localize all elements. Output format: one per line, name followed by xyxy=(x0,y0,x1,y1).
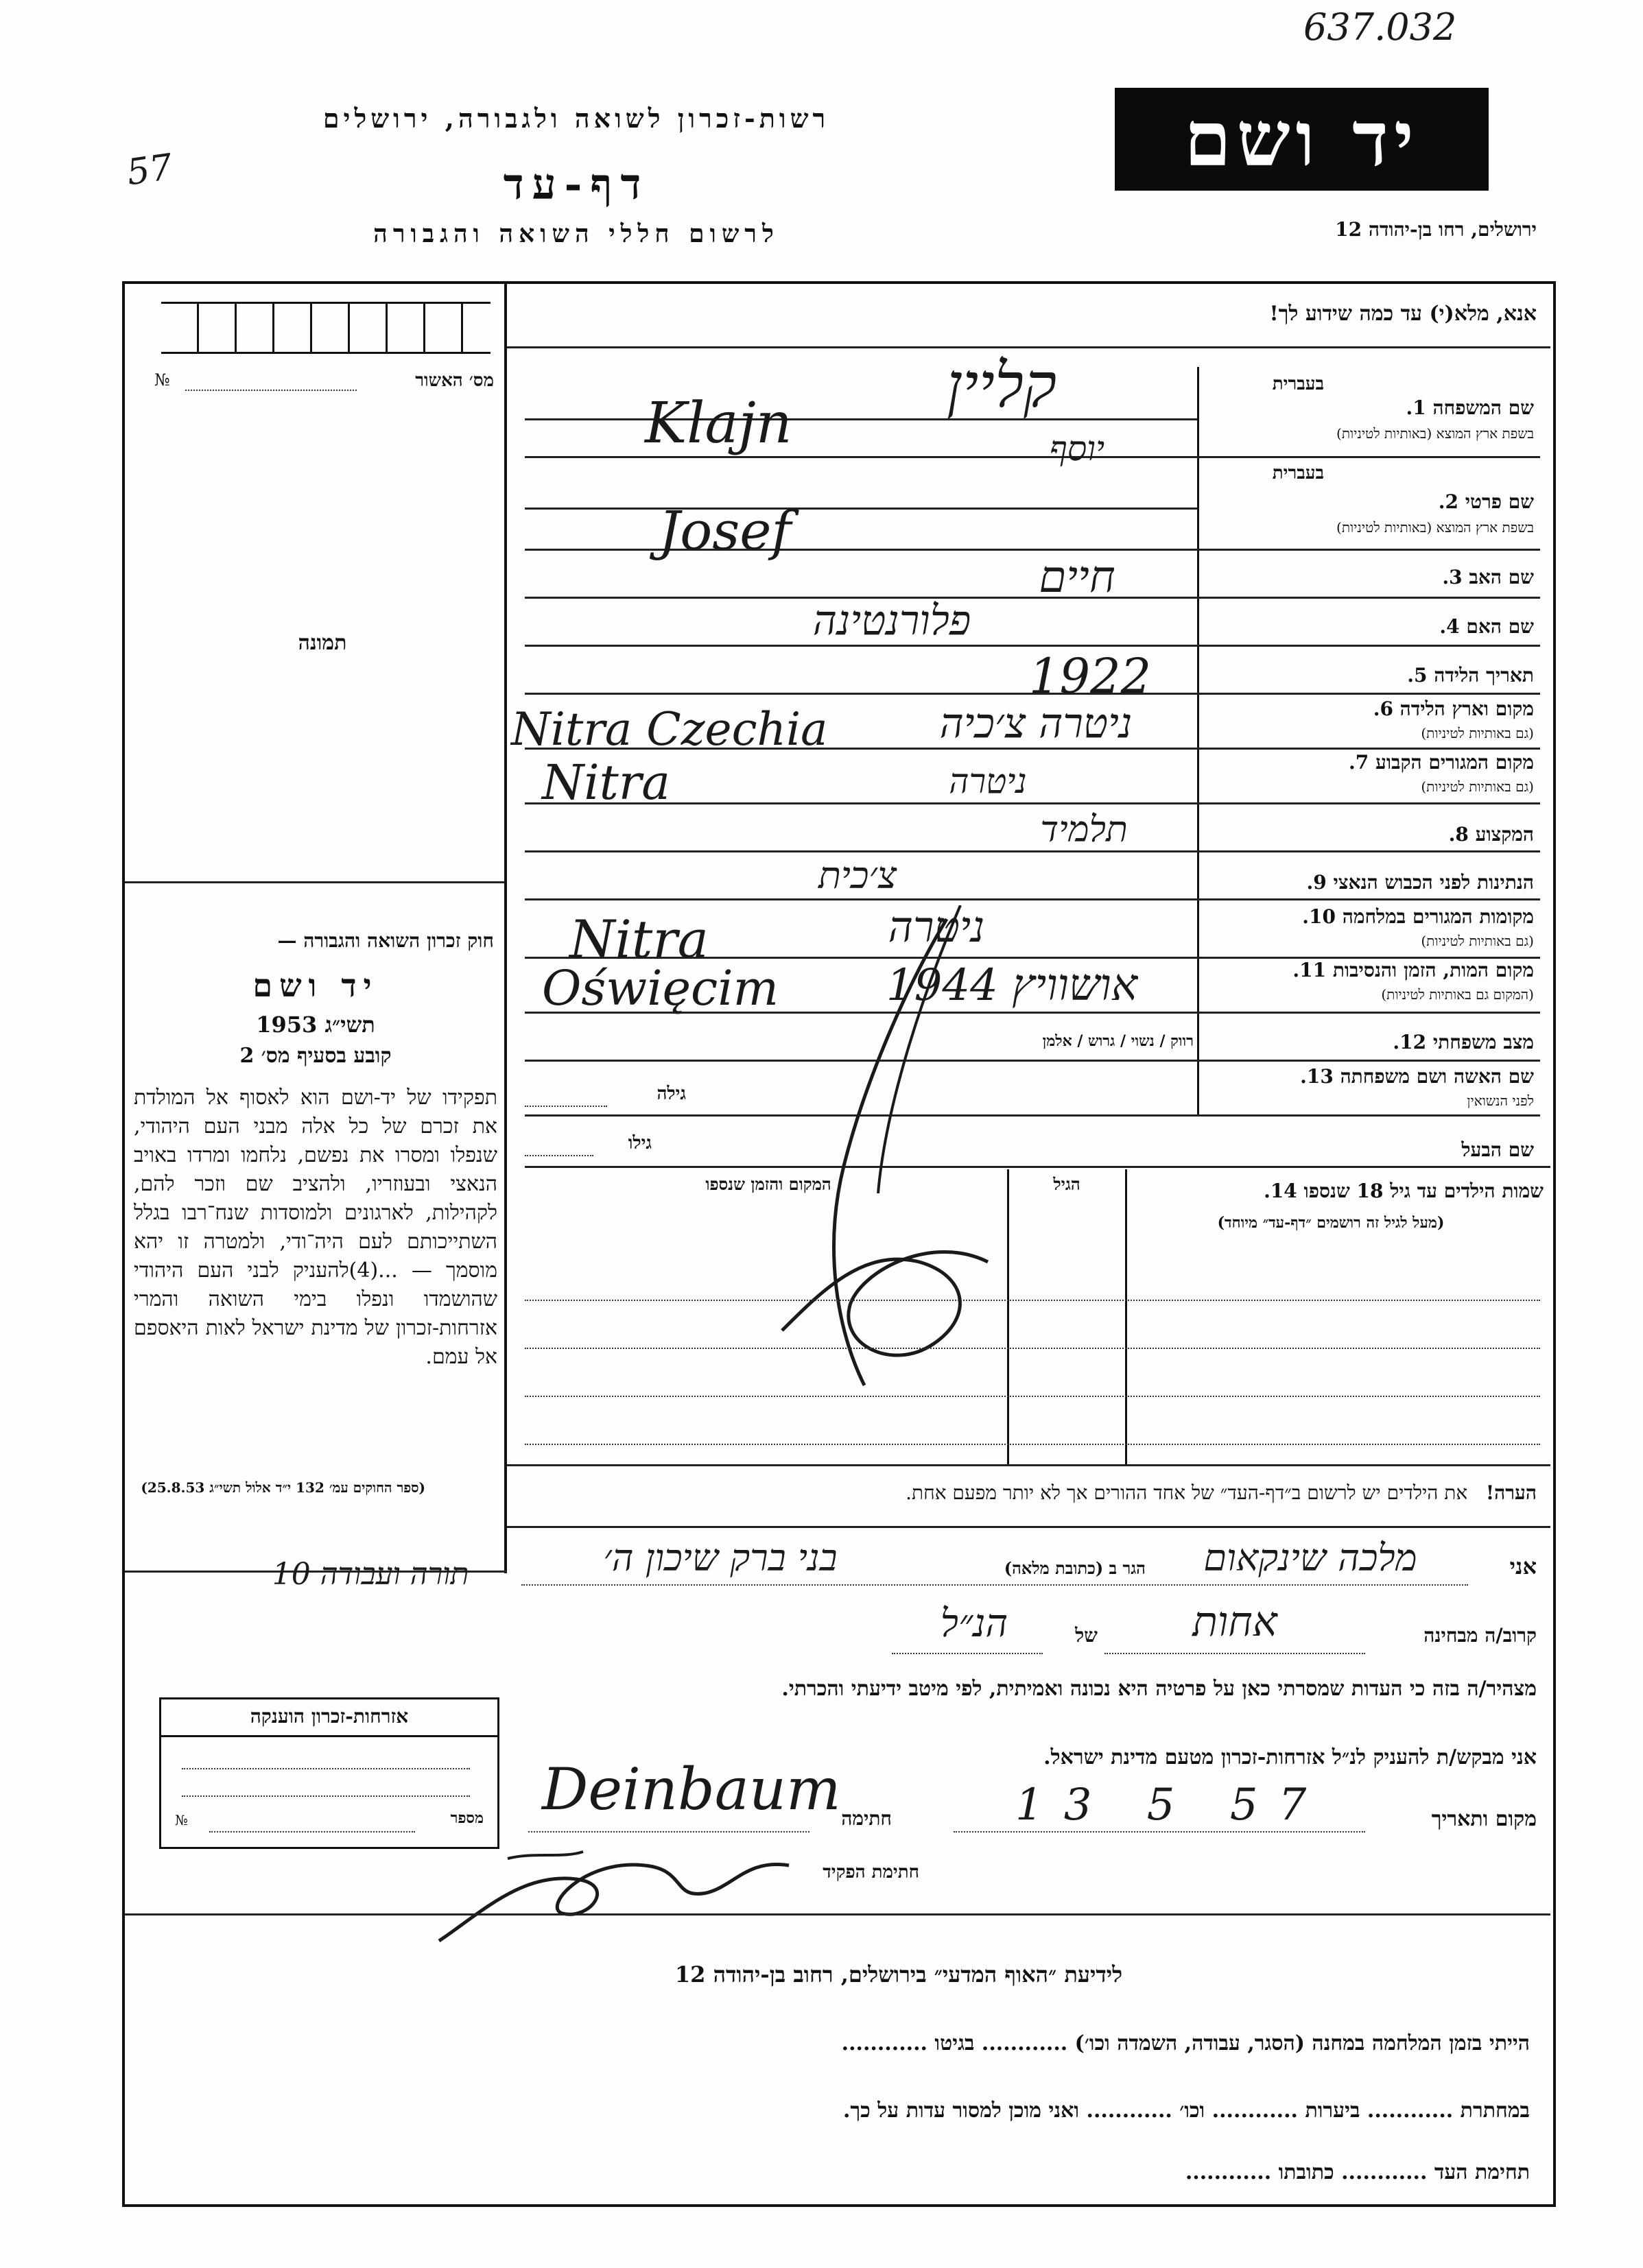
decl-request: אני מבקש/ת להעניק לנ״ל אזרחות-זכרון מטעם מדינת ישראל. xyxy=(1043,1745,1537,1769)
law-name: יד ושם xyxy=(252,967,379,1004)
decl-date-line[interactable] xyxy=(954,1831,1365,1833)
decl-address: בני ברק שיכון ה׳ xyxy=(603,1536,838,1579)
header-address: ירושלים, רחו בן-יהודה 12 xyxy=(1335,218,1537,241)
field1-sub: בשפת ארץ המוצא (באותיות לטיניות) xyxy=(1336,425,1534,442)
decl-i-label: אני xyxy=(1509,1553,1537,1579)
field4-label-text: שם האם xyxy=(1466,615,1534,638)
children-label-text: שמות הילדים עד גיל 18 שנספו xyxy=(1303,1180,1544,1202)
children-col-place: המקום והזמן שנספו xyxy=(705,1174,831,1194)
photo-label: תמונה xyxy=(298,631,347,655)
instruction-divider xyxy=(507,346,1550,348)
handwritten-scribble xyxy=(741,905,1029,1399)
certificate-box xyxy=(159,1697,499,1849)
children-sub: (מעל לגיל זה רושמים ״דף-עד״ מיוחד) xyxy=(1217,1214,1445,1232)
field12-options: רווק / נשוי / גרוש / אלמן xyxy=(1042,1032,1194,1050)
field12-label-text: מצב משפחתי xyxy=(1432,1031,1534,1053)
law-text: תפקידו של יד-ושם הוא לאסוף אל המולדת את זכרם של כל אלה מבני העם היהודי, שנפלו ומסרו את נפשם, נלחמו ומרדו באויב הנאצי ובעוזריו, ולהציב שם וזכר להם, לקהילות, לארגונים ולמוסדות שנח־רבו בגלל השתייכותם לעם היה־ודי, ולמטרה זו יהא מוסמך — ...(4)להעניק לבני העם היהודי שהושמדו ונפלו בימי השואה והמרי אזרחות-זכרון של מדינת ישראל לאות היאספם אל עמם. xyxy=(134,1086,498,1369)
decl-relation-value: אחות xyxy=(1192,1598,1277,1646)
note-label: הערה! xyxy=(1485,1481,1537,1504)
field11-num: 11. xyxy=(1292,959,1327,981)
approval-no-label: מס׳ האשור xyxy=(415,370,494,391)
children-row-3[interactable] xyxy=(525,1396,1540,1397)
org-line: רשות-זכרון לשואה ולגבורה, ירושלים xyxy=(322,103,830,134)
field7-num: 7. xyxy=(1349,751,1369,774)
footer-line-2: במחתרת ............ ביערות ............ וכו׳ ............ ואני מוכן למסור עדות על כך. xyxy=(842,2099,1530,2123)
certificate-title: אזרחות-זכרון הוענקה xyxy=(161,1705,497,1737)
decl-officer-signature-label: חתימת הפקיד xyxy=(823,1862,919,1883)
field5-label-text: תאריך הלידה xyxy=(1434,664,1534,687)
field13-label xyxy=(1300,1065,1534,1088)
husband-label: שם הבעל xyxy=(1461,1138,1534,1161)
field2-value-latin: Josef xyxy=(659,501,792,562)
field12-label xyxy=(1393,1031,1534,1054)
decl-place-date-label: מקום ותאריך xyxy=(1431,1807,1537,1831)
officer-signature xyxy=(425,1831,809,1955)
wife-age-label: גילה xyxy=(657,1084,686,1104)
children-label xyxy=(1132,1180,1544,1203)
field6-label xyxy=(1373,697,1534,721)
footer-notice: לידיעת ״האוף המדעי״ בירושלים, רחוב בן-יהודה 12 xyxy=(674,1961,1123,1988)
field13-num: 13. xyxy=(1300,1065,1334,1088)
field1-value-latin: Klajn xyxy=(645,391,792,456)
field10-label xyxy=(1302,905,1534,929)
field1-label-text: שם המשפחה xyxy=(1432,396,1534,419)
field8-label-text: המקצוע xyxy=(1475,823,1534,846)
field2-hebrew-tag: בעברית xyxy=(1272,463,1324,484)
footer-line-1: הייתי בזמן המלחמה במחנה (הסגר, עבודה, השמדה וכו׳) ............ בגיטו ............ xyxy=(841,2031,1530,2055)
field7-sub: (גם באותיות לטיניות) xyxy=(1421,778,1534,795)
field3-num: 3. xyxy=(1442,566,1463,588)
field3-value: חיים xyxy=(1039,552,1115,603)
decl-signature-label: חתימה xyxy=(841,1807,892,1830)
field5-value: 1922 xyxy=(1029,648,1152,704)
decl-resides-label: הגר ב (כתובת מלאה) xyxy=(1004,1558,1146,1578)
yad-vashem-logo xyxy=(1115,88,1489,191)
row-line-7 xyxy=(525,802,1540,804)
approval-no-field[interactable] xyxy=(185,390,357,391)
decl-address-extra: תורה ועבודה 10 xyxy=(272,1557,469,1592)
field6-value-latin: Nitra Czechia xyxy=(511,703,828,756)
field10-num: 10. xyxy=(1302,905,1336,928)
footer-line-3: תחימת העד ............ כתובתו ............ xyxy=(1185,2160,1530,2184)
decl-statement: מצהיר/ה בזה כי העדות שמסרתי כאן על פרטיה היא נכונה ואמיתית, לפי מיטב ידיעתי והכרתי. xyxy=(781,1677,1537,1701)
field6-value-he: ניטרה צ׳כיה xyxy=(939,700,1133,748)
field6-num: 6. xyxy=(1373,697,1393,720)
note-bottom-line xyxy=(507,1526,1550,1528)
field11-label xyxy=(1292,959,1534,982)
row-line-4 xyxy=(525,645,1540,647)
field11-value-latin: Oświęcim xyxy=(542,960,779,1016)
field9-value: צ׳כית xyxy=(818,854,897,897)
row-line-13 xyxy=(525,1114,1540,1117)
row-line-2a xyxy=(525,508,1197,510)
row-line-8 xyxy=(525,850,1540,852)
logo-text: יד ושם xyxy=(1184,95,1419,183)
decl-signature: Deinbaum xyxy=(542,1756,841,1823)
field9-num: 9. xyxy=(1306,871,1327,894)
field12-num: 12. xyxy=(1393,1031,1427,1053)
form-subtitle: לרשום חללי השואה והגבורה xyxy=(373,219,779,248)
field4-value: פלורנטינה xyxy=(812,597,971,645)
field3-label-text: שם האב xyxy=(1469,566,1534,588)
row-line-9 xyxy=(525,898,1540,900)
field8-value: תלמיד xyxy=(1040,809,1128,850)
children-row-4[interactable] xyxy=(525,1444,1540,1445)
field2-label-text: שם פרטי xyxy=(1465,490,1534,513)
field11-value-he: אושוויץ 1944 xyxy=(886,960,1138,1011)
field11-label-text: מקום המות, הזמן והנסיבות xyxy=(1332,959,1534,981)
field13-label-text: שם האשה ושם משפחתה xyxy=(1340,1065,1534,1088)
children-col-divider-2 xyxy=(1125,1169,1127,1464)
field4-label xyxy=(1439,615,1534,638)
field2-num: 2. xyxy=(1438,490,1458,513)
note-top-line xyxy=(507,1464,1550,1466)
field10-value-latin: Nitra xyxy=(569,909,709,970)
certificate-line-1 xyxy=(182,1768,470,1769)
field11-sub: (המקום גם באותיות לטיניות) xyxy=(1381,986,1534,1003)
law-year: תשי״ג 1953 xyxy=(256,1012,375,1038)
children-col-age: הגיל xyxy=(1053,1174,1080,1194)
field8-label xyxy=(1449,823,1534,846)
top-instruction: אנא, מלא(י) עד כמה שידוע לך! xyxy=(1269,302,1537,326)
decl-address-line[interactable] xyxy=(521,1584,1468,1586)
row-line-12 xyxy=(525,1060,1540,1062)
field10-label-text: מקומות המגורים במלחמה xyxy=(1342,905,1534,928)
decl-relation-label: קרוב/ה מבחינה xyxy=(1423,1624,1537,1647)
law-clause: קובע בסעיף מס׳ 2 xyxy=(239,1044,392,1068)
field5-label xyxy=(1407,664,1534,687)
field2-value-he: יוסף xyxy=(1049,429,1105,468)
decl-relation-line[interactable] xyxy=(1104,1653,1365,1654)
field7-label-text: מקום המגורים הקבוע xyxy=(1375,751,1534,774)
form-title: דף-עד xyxy=(503,159,650,209)
field6-label-text: מקום וארץ הלידה xyxy=(1399,697,1534,720)
certificate-no-field[interactable] xyxy=(209,1831,415,1833)
field1-hebrew-tag: בעברית xyxy=(1272,374,1324,394)
field8-num: 8. xyxy=(1448,823,1469,846)
field13-sub: לפני הנשואין xyxy=(1467,1093,1534,1109)
margin-note: 57 xyxy=(124,146,176,194)
children-row-2[interactable] xyxy=(525,1348,1540,1349)
wife-age-field[interactable] xyxy=(525,1106,607,1107)
approval-strip xyxy=(161,302,490,354)
fields-area xyxy=(1199,367,1550,1176)
field7-label xyxy=(1349,751,1534,774)
left-panel-divider xyxy=(504,284,507,1573)
field6-sub: (גם באותיות לטיניות) xyxy=(1421,725,1534,741)
field3-label xyxy=(1442,566,1534,589)
footer-top-line xyxy=(125,1913,1550,1915)
certificate-no-suffix: № xyxy=(175,1812,188,1828)
field10-value-he: ניטרה xyxy=(888,902,985,952)
husband-age-label: גילו xyxy=(628,1133,652,1154)
field7-value-he: ניטרה xyxy=(949,761,1027,801)
decl-of-value: הנ״ל xyxy=(940,1601,1008,1646)
law-title: חוק זכרון השואה והגבורה — xyxy=(277,929,494,952)
children-num: 14. xyxy=(1264,1180,1297,1202)
field4-num: 4. xyxy=(1439,615,1460,638)
field5-num: 5. xyxy=(1407,664,1428,687)
field9-label xyxy=(1307,871,1534,894)
decl-of-label: של xyxy=(1075,1624,1098,1647)
certificate-no-label: מספר xyxy=(450,1809,484,1827)
certificate-line-2 xyxy=(182,1795,470,1797)
archive-number: 637.032 xyxy=(1303,5,1457,49)
children-col-divider-1 xyxy=(1007,1169,1009,1464)
field2-sub: בשפת ארץ המוצא (באותיות לטיניות) xyxy=(1336,519,1534,536)
husband-age-field[interactable] xyxy=(525,1155,593,1156)
approval-no-suffix: № xyxy=(154,370,170,390)
children-row-1[interactable] xyxy=(525,1300,1540,1301)
note-text: את הילדים יש לרשום ב״דף-העד״ של אחד ההורים אך לא יותר מפעם אחת. xyxy=(906,1481,1468,1504)
field1-num: 1. xyxy=(1406,396,1426,419)
field2-label xyxy=(1439,490,1534,514)
decl-name: מלכה שינקאום xyxy=(1203,1536,1417,1579)
field1-label xyxy=(1406,396,1534,420)
law-source: (ספר החוקים עמ׳ 132 י״ד אלול תשי״ג 25.8.53) xyxy=(141,1479,425,1496)
photo-bottom-line xyxy=(125,881,504,883)
field10-sub: (גם באותיות לטיניות) xyxy=(1421,933,1534,949)
row-line-husband xyxy=(525,1166,1550,1168)
note xyxy=(521,1481,1537,1505)
decl-date-value: 13 5 57 xyxy=(1015,1780,1327,1830)
decl-of-line[interactable] xyxy=(892,1653,1043,1654)
field7-value-latin: Nitra xyxy=(542,754,670,811)
field1-value-he: קליין xyxy=(946,350,1057,422)
field9-label-text: הנתינות לפני הכבוש הנאצי xyxy=(1333,871,1534,894)
